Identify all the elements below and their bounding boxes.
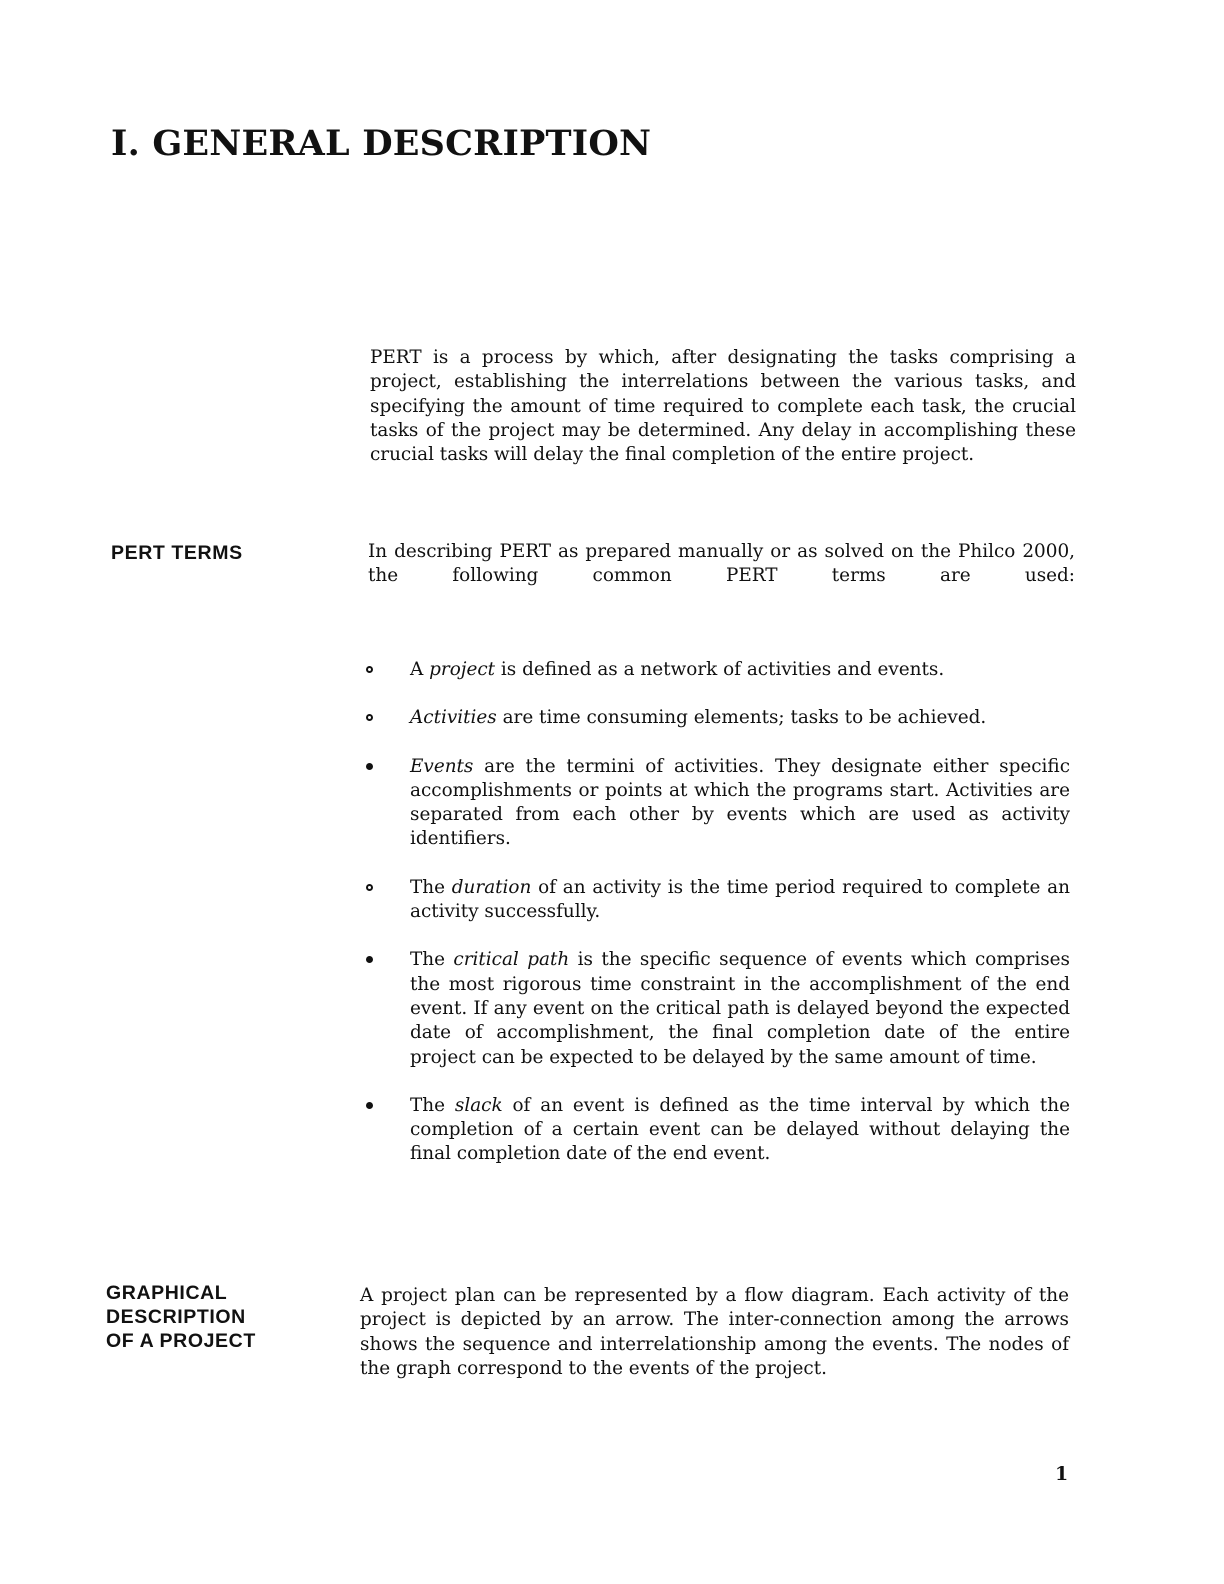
heading-line: DESCRIPTION <box>106 1306 246 1328</box>
intro-paragraph: PERT is a process by which, after designating the tasks comprising a project, establishing the interrelations between the various tasks, and specifying the amount of time required to complete each task, the crucial tasks of the project may be determined. Any delay in accomplishing these crucial tasks will delay the final completion of the entire project. <box>370 347 1076 466</box>
term-item-project <box>365 658 1070 682</box>
term-lead: The <box>410 1094 455 1116</box>
term-word: slack <box>454 1094 503 1116</box>
term-list <box>365 658 1070 1167</box>
pert-terms-intro: In describing PERT as prepared manually or as solved on the Philco 2000, the following common PERT terms are used: <box>368 541 1075 587</box>
term-word: Events <box>410 755 474 777</box>
term-lead: A <box>410 659 430 680</box>
heading-line: GRAPHICAL <box>106 1282 228 1304</box>
bullet-icon <box>366 763 373 770</box>
pert-terms-heading: PERT TERMS <box>111 542 243 564</box>
bullet-icon <box>366 956 373 963</box>
page-title: I. GENERAL DESCRIPTION <box>111 123 652 164</box>
term-lead: The <box>410 876 452 898</box>
bullet-icon <box>366 1102 373 1109</box>
term-word: Activities <box>410 707 497 729</box>
term-item-activities <box>365 706 1070 730</box>
term-word: critical path <box>453 949 570 971</box>
term-item-events <box>365 755 1070 852</box>
heading-line: OF A PROJECT <box>106 1330 256 1352</box>
page-number: 1 <box>1055 1463 1069 1485</box>
term-item-critical-path <box>365 948 1070 1069</box>
term-word: duration <box>451 876 532 898</box>
bullet-icon <box>366 666 373 673</box>
graphical-description-heading <box>106 1281 256 1353</box>
term-item-duration <box>365 876 1070 925</box>
term-item-slack <box>365 1094 1070 1167</box>
graphical-description-paragraph: A project plan can be represented by a flow diagram. Each activity of the project is depicted by an arrow. The inter-connection among the arrows shows the sequence and interrelationship among the events. The nodes of the graph correspond to the events of the project. <box>360 1285 1069 1379</box>
term-definition: of an activity is the time period required to complete an activity successfully. <box>410 876 1070 923</box>
term-definition: of an event is defined as the time interval by which the completion of a certain event can be delayed without delaying the final completion date of the end event. <box>410 1094 1070 1165</box>
bullet-icon <box>366 884 373 891</box>
term-word: project <box>429 659 496 680</box>
term-definition: is the specific sequence of events which comprises the most rigorous time constraint in the accomplishment of the end event. If any event on the critical path is delayed beyond the expected date of accomplishment, the final completion date of the entire project can be expected to be delayed by the same amount of time. <box>410 949 1070 1068</box>
term-definition: is defined as a network of activities and events. <box>495 659 945 680</box>
term-definition: are time consuming elements; tasks to be achieved. <box>496 707 987 729</box>
term-lead: The <box>410 949 454 971</box>
term-definition: are the termini of activities. They designate either specific accomplishments or points at which the programs start. Activities are separated from each other by events which are used as activity identifiers. <box>410 755 1070 850</box>
bullet-icon <box>366 714 373 721</box>
